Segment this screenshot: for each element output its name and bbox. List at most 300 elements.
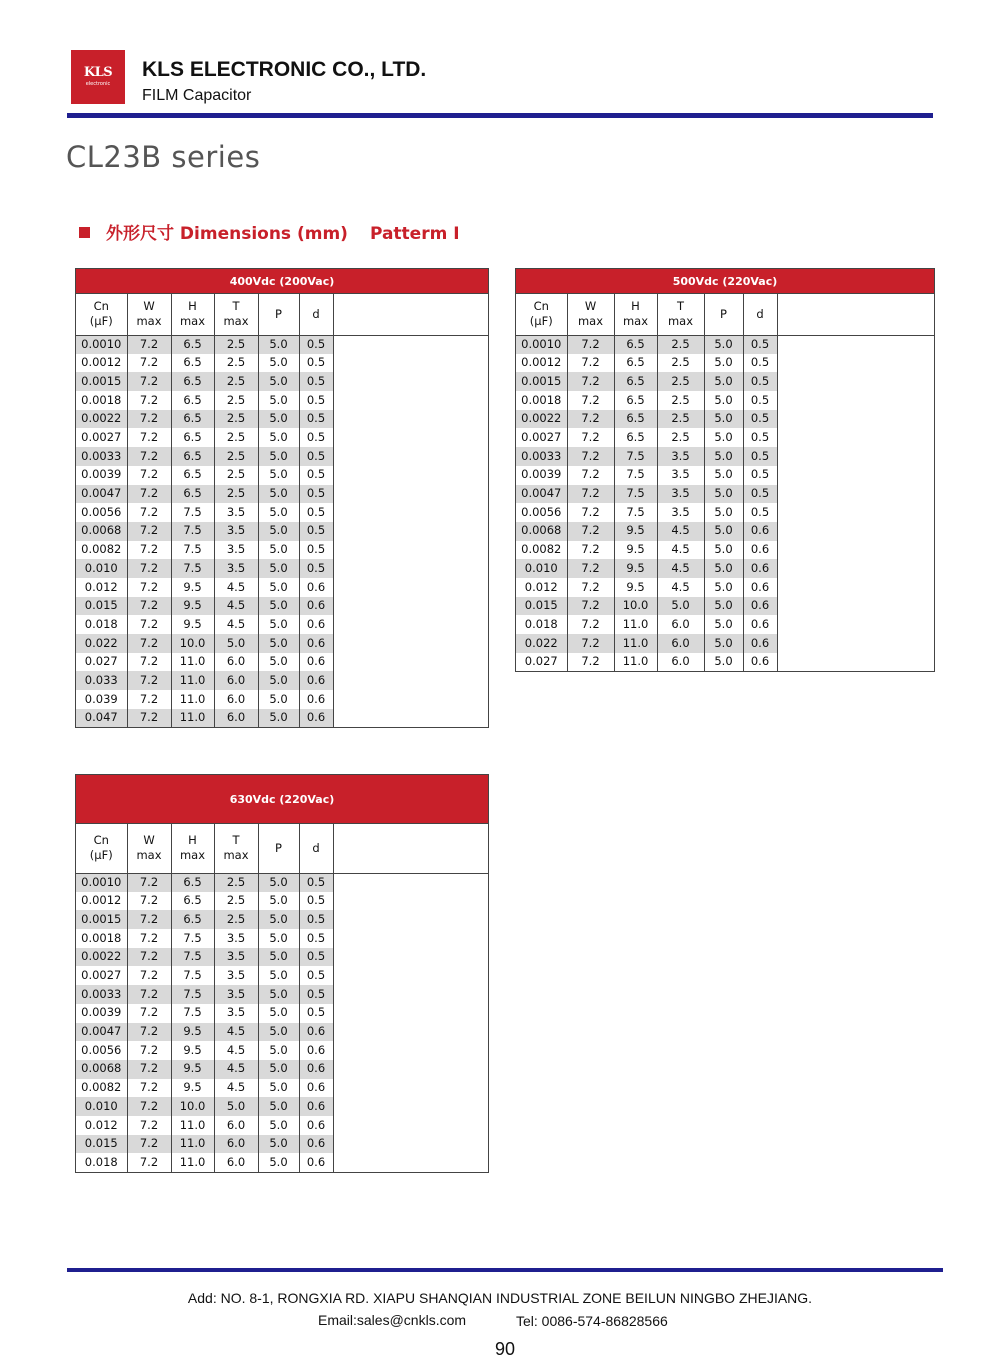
column-header-h-line: max (179, 848, 206, 863)
column-header-h-line: H (188, 299, 197, 314)
cell-cn: 0.033 (76, 671, 127, 690)
dimension-table-500vdc (515, 268, 935, 672)
cell-d: 0.6 (743, 578, 777, 597)
cell-t: 3.5 (214, 966, 258, 985)
cell-p: 5.0 (704, 485, 743, 504)
dimension-table-400vdc (75, 268, 489, 728)
cell-t: 3.5 (214, 985, 258, 1004)
cell-cn: 0.0068 (76, 1060, 127, 1079)
column-header-w (127, 294, 171, 335)
cell-h: 11.0 (171, 1135, 214, 1154)
cell-p: 5.0 (258, 709, 299, 728)
column-header-t-line: T (232, 299, 240, 314)
cell-t: 6.0 (214, 1135, 258, 1154)
cell-p: 5.0 (258, 503, 299, 522)
column-header-w (567, 294, 614, 335)
cell-t: 2.5 (657, 428, 704, 447)
cell-t: 3.5 (214, 929, 258, 948)
cell-w: 7.2 (567, 466, 614, 485)
cell-d: 0.6 (743, 653, 777, 672)
table-row (76, 1023, 488, 1042)
cell-h: 7.5 (171, 985, 214, 1004)
cell-t: 2.5 (214, 372, 258, 391)
cell-p: 5.0 (258, 466, 299, 485)
cell-d: 0.5 (743, 428, 777, 447)
cell-t: 2.5 (657, 354, 704, 373)
cell-cn: 0.012 (76, 1116, 127, 1135)
cell-h: 9.5 (614, 541, 657, 560)
column-header-w-line: max (136, 848, 162, 863)
cell-h: 6.5 (171, 372, 214, 391)
cell-h: 6.5 (614, 428, 657, 447)
cell-w: 7.2 (127, 428, 171, 447)
cell-cn: 0.018 (76, 1153, 127, 1172)
cell-d: 0.5 (743, 503, 777, 522)
cell-p: 5.0 (258, 428, 299, 447)
cell-d: 0.5 (743, 335, 777, 354)
column-header-t-line: max (223, 314, 249, 329)
table-row (76, 597, 488, 616)
cell-p: 5.0 (704, 578, 743, 597)
cell-h: 11.0 (171, 1153, 214, 1172)
column-header-row (76, 824, 488, 873)
cell-t: 2.5 (214, 428, 258, 447)
cell-p: 5.0 (258, 873, 299, 892)
cell-w: 7.2 (127, 910, 171, 929)
cell-t: 2.5 (214, 910, 258, 929)
cell-h: 9.5 (171, 1041, 214, 1060)
table-row (76, 410, 488, 429)
table-title: 400Vdc (200Vac) (76, 269, 488, 294)
cell-t: 2.5 (657, 372, 704, 391)
cell-w: 7.2 (567, 634, 614, 653)
cell-cn: 0.0082 (76, 541, 127, 560)
cell-p: 5.0 (704, 410, 743, 429)
cell-t: 4.5 (657, 559, 704, 578)
table-row (516, 559, 934, 578)
cell-p: 5.0 (258, 391, 299, 410)
cell-h: 6.5 (614, 391, 657, 410)
cell-w: 7.2 (127, 410, 171, 429)
table-row (516, 634, 934, 653)
table-row (76, 1135, 488, 1154)
cell-w: 7.2 (127, 1023, 171, 1042)
footer-address: Add: NO. 8-1, RONGXIA RD. XIAPU SHANQIAN INDUSTRIAL ZONE BEILUN NINGBO ZHEJIANG. (187, 1290, 813, 1306)
table-row (76, 709, 488, 728)
column-header-cn (76, 294, 127, 335)
cell-h: 6.5 (171, 466, 214, 485)
cell-p: 5.0 (258, 1097, 299, 1116)
column-header-t (214, 294, 258, 335)
cell-w: 7.2 (127, 709, 171, 728)
cell-t: 3.5 (657, 485, 704, 504)
column-header-d-line: d (756, 306, 764, 321)
cell-t: 2.5 (214, 447, 258, 466)
table-row (516, 522, 934, 541)
dimension-table-630vdc (75, 774, 489, 1173)
table-row (76, 690, 488, 709)
cell-d: 0.6 (299, 1097, 333, 1116)
table-row (516, 578, 934, 597)
cell-d: 0.6 (299, 634, 333, 653)
cell-p: 5.0 (258, 522, 299, 541)
cell-p: 5.0 (704, 615, 743, 634)
cell-cn: 0.0033 (76, 985, 127, 1004)
cell-p: 5.0 (258, 1079, 299, 1098)
cell-h: 6.5 (614, 335, 657, 354)
company-logo (71, 50, 125, 104)
cell-w: 7.2 (127, 503, 171, 522)
cell-w: 7.2 (127, 466, 171, 485)
section-label-cn: 外形尺寸 (106, 224, 174, 244)
table-row (76, 1153, 488, 1172)
cell-d: 0.5 (299, 410, 333, 429)
cell-w: 7.2 (127, 690, 171, 709)
cell-cn: 0.0015 (76, 910, 127, 929)
cell-cn: 0.0056 (76, 503, 127, 522)
cell-t: 2.5 (657, 410, 704, 429)
column-header-row (516, 294, 934, 335)
cell-d: 0.5 (743, 485, 777, 504)
cell-d: 0.6 (299, 578, 333, 597)
cell-cn: 0.0047 (76, 485, 127, 504)
table-row (76, 428, 488, 447)
cell-d: 0.6 (299, 1079, 333, 1098)
column-header-w-line: max (136, 314, 162, 329)
section-heading (79, 219, 460, 244)
cell-w: 7.2 (127, 966, 171, 985)
cell-cn: 0.0018 (516, 391, 567, 410)
table-row (516, 354, 934, 373)
cell-t: 4.5 (214, 615, 258, 634)
cell-h: 9.5 (171, 597, 214, 616)
cell-p: 5.0 (704, 447, 743, 466)
cell-h: 6.5 (171, 428, 214, 447)
cell-p: 5.0 (258, 948, 299, 967)
column-header-row (76, 294, 488, 335)
table-row (76, 559, 488, 578)
cell-t: 3.5 (214, 541, 258, 560)
cell-t: 2.5 (214, 485, 258, 504)
cell-h: 7.5 (171, 1004, 214, 1023)
cell-cn: 0.0010 (516, 335, 567, 354)
table-row (76, 873, 488, 892)
cell-p: 5.0 (258, 1041, 299, 1060)
cell-w: 7.2 (567, 615, 614, 634)
cell-d: 0.5 (299, 1004, 333, 1023)
cell-w: 7.2 (127, 354, 171, 373)
page-title: CL23B series (66, 140, 261, 174)
cell-h: 10.0 (614, 597, 657, 616)
cell-t: 4.5 (214, 578, 258, 597)
table-row (76, 372, 488, 391)
column-header-cn-line: (μF) (529, 314, 553, 329)
cell-cn: 0.0015 (76, 372, 127, 391)
cell-t: 4.5 (657, 578, 704, 597)
cell-d: 0.5 (299, 485, 333, 504)
cell-t: 2.5 (214, 873, 258, 892)
table-row (516, 503, 934, 522)
footer-divider (67, 1268, 943, 1272)
cell-t: 2.5 (214, 354, 258, 373)
cell-w: 7.2 (127, 578, 171, 597)
column-header-p-line: P (720, 306, 727, 321)
column-header-d (743, 294, 777, 335)
cell-h: 6.5 (614, 354, 657, 373)
cell-cn: 0.0012 (76, 892, 127, 911)
cell-cn: 0.0056 (516, 503, 567, 522)
cell-cn: 0.012 (516, 578, 567, 597)
cell-p: 5.0 (258, 447, 299, 466)
cell-h: 11.0 (614, 615, 657, 634)
cell-d: 0.5 (299, 354, 333, 373)
cell-w: 7.2 (567, 335, 614, 354)
table-row (516, 541, 934, 560)
table-row (516, 335, 934, 354)
cell-p: 5.0 (704, 391, 743, 410)
column-header-t-line: max (223, 848, 249, 863)
cell-p: 5.0 (258, 1060, 299, 1079)
cell-h: 6.5 (171, 485, 214, 504)
cell-p: 5.0 (258, 485, 299, 504)
cell-h: 7.5 (171, 966, 214, 985)
section-pattern: Patterm Ⅰ (369, 224, 460, 244)
cell-t: 3.5 (214, 1004, 258, 1023)
cell-d: 0.5 (743, 391, 777, 410)
cell-t: 2.5 (214, 335, 258, 354)
cell-p: 5.0 (704, 335, 743, 354)
cell-p: 5.0 (258, 578, 299, 597)
cell-p: 5.0 (258, 910, 299, 929)
cell-d: 0.5 (299, 966, 333, 985)
table-row (76, 892, 488, 911)
cell-d: 0.6 (299, 1023, 333, 1042)
cell-cn: 0.0022 (516, 410, 567, 429)
cell-w: 7.2 (127, 335, 171, 354)
cell-d: 0.6 (299, 1153, 333, 1172)
table-row (76, 1041, 488, 1060)
cell-w: 7.2 (127, 1153, 171, 1172)
table-row (76, 985, 488, 1004)
cell-cn: 0.022 (516, 634, 567, 653)
cell-cn: 0.012 (76, 578, 127, 597)
cell-t: 3.5 (657, 503, 704, 522)
cell-w: 7.2 (567, 597, 614, 616)
cell-h: 11.0 (614, 634, 657, 653)
cell-p: 5.0 (258, 541, 299, 560)
cell-h: 11.0 (171, 709, 214, 728)
table-row (76, 671, 488, 690)
cell-t: 6.0 (214, 1153, 258, 1172)
cell-d: 0.5 (743, 354, 777, 373)
column-header-h (614, 294, 657, 335)
table-title: 630Vdc (220Vac) (76, 775, 488, 824)
table-row (516, 391, 934, 410)
cell-p: 5.0 (704, 634, 743, 653)
table-row (76, 653, 488, 672)
table-row (516, 615, 934, 634)
cell-d: 0.5 (299, 985, 333, 1004)
cell-h: 7.5 (171, 503, 214, 522)
table-row (76, 503, 488, 522)
cell-h: 11.0 (171, 671, 214, 690)
cell-p: 5.0 (704, 522, 743, 541)
cell-w: 7.2 (127, 671, 171, 690)
cell-t: 3.5 (657, 466, 704, 485)
table-row (76, 1116, 488, 1135)
cell-cn: 0.0018 (76, 391, 127, 410)
cell-cn: 0.015 (76, 597, 127, 616)
cell-t: 6.0 (214, 653, 258, 672)
cell-p: 5.0 (258, 615, 299, 634)
cell-w: 7.2 (567, 447, 614, 466)
cell-d: 0.6 (299, 690, 333, 709)
cell-p: 5.0 (704, 541, 743, 560)
column-header-d (299, 824, 333, 873)
cell-p: 5.0 (704, 354, 743, 373)
cell-p: 5.0 (258, 597, 299, 616)
table-row (516, 447, 934, 466)
cell-h: 6.5 (171, 354, 214, 373)
cell-t: 3.5 (214, 503, 258, 522)
cell-t: 4.5 (657, 541, 704, 560)
cell-cn: 0.0047 (516, 485, 567, 504)
cell-h: 7.5 (614, 485, 657, 504)
column-header-cn-line: (μF) (89, 314, 113, 329)
table-row (76, 910, 488, 929)
cell-p: 5.0 (258, 985, 299, 1004)
cell-d: 0.5 (299, 372, 333, 391)
cell-d: 0.6 (299, 671, 333, 690)
cell-cn: 0.0056 (76, 1041, 127, 1060)
table-row (76, 1079, 488, 1098)
cell-d: 0.5 (299, 559, 333, 578)
cell-w: 7.2 (127, 447, 171, 466)
column-header-d (299, 294, 333, 335)
cell-cn: 0.015 (76, 1135, 127, 1154)
column-header-w (127, 824, 171, 873)
cell-t: 5.0 (214, 1097, 258, 1116)
cell-w: 7.2 (127, 1135, 171, 1154)
cell-cn: 0.010 (76, 559, 127, 578)
cell-cn: 0.047 (76, 709, 127, 728)
cell-w: 7.2 (127, 1116, 171, 1135)
cell-d: 0.6 (299, 1116, 333, 1135)
cell-h: 6.5 (171, 335, 214, 354)
cell-p: 5.0 (258, 335, 299, 354)
column-header-h-line: H (188, 833, 197, 848)
cell-t: 2.5 (214, 410, 258, 429)
cell-h: 7.5 (171, 522, 214, 541)
table-row (516, 466, 934, 485)
cell-h: 7.5 (614, 503, 657, 522)
cell-w: 7.2 (127, 1060, 171, 1079)
cell-p: 5.0 (258, 929, 299, 948)
cell-d: 0.6 (743, 615, 777, 634)
cell-cn: 0.0027 (76, 428, 127, 447)
cell-d: 0.6 (299, 1041, 333, 1060)
cell-cn: 0.0027 (76, 966, 127, 985)
cell-t: 6.0 (657, 653, 704, 672)
cell-cn: 0.027 (516, 653, 567, 672)
cell-w: 7.2 (127, 559, 171, 578)
cell-t: 6.0 (214, 1116, 258, 1135)
cell-cn: 0.022 (76, 634, 127, 653)
table-row (76, 485, 488, 504)
cell-d: 0.5 (299, 447, 333, 466)
table-row (76, 522, 488, 541)
cell-w: 7.2 (127, 391, 171, 410)
table-row (516, 597, 934, 616)
cell-h: 6.5 (171, 873, 214, 892)
cell-t: 5.0 (657, 597, 704, 616)
column-header-t-line: T (232, 833, 240, 848)
cell-h: 9.5 (614, 559, 657, 578)
cell-d: 0.5 (299, 428, 333, 447)
cell-h: 10.0 (171, 1097, 214, 1116)
cell-d: 0.5 (299, 892, 333, 911)
cell-cn: 0.0033 (76, 447, 127, 466)
cell-d: 0.5 (299, 503, 333, 522)
cell-cn: 0.039 (76, 690, 127, 709)
cell-w: 7.2 (567, 578, 614, 597)
table-row (76, 1004, 488, 1023)
cell-w: 7.2 (567, 372, 614, 391)
column-header-h (171, 294, 214, 335)
column-header-h-line: H (631, 299, 640, 314)
cell-h: 6.5 (614, 372, 657, 391)
table-row (516, 410, 934, 429)
cell-cn: 0.0039 (516, 466, 567, 485)
cell-w: 7.2 (127, 1004, 171, 1023)
table-row (76, 1060, 488, 1079)
cell-h: 7.5 (614, 447, 657, 466)
cell-w: 7.2 (567, 428, 614, 447)
cell-d: 0.6 (743, 597, 777, 616)
cell-h: 10.0 (171, 634, 214, 653)
cell-d: 0.6 (299, 1135, 333, 1154)
cell-w: 7.2 (127, 372, 171, 391)
cell-d: 0.6 (743, 522, 777, 541)
column-header-h (171, 824, 214, 873)
cell-h: 9.5 (171, 1060, 214, 1079)
column-header-t-line: T (676, 299, 685, 314)
cell-t: 5.0 (214, 634, 258, 653)
cell-w: 7.2 (127, 653, 171, 672)
cell-h: 6.5 (614, 410, 657, 429)
cell-cn: 0.010 (76, 1097, 127, 1116)
cell-d: 0.5 (743, 372, 777, 391)
cell-p: 5.0 (704, 597, 743, 616)
cell-w: 7.2 (127, 1079, 171, 1098)
column-header-d-line: d (312, 306, 320, 321)
cell-p: 5.0 (258, 1135, 299, 1154)
table-row (76, 634, 488, 653)
column-header-cn (516, 294, 567, 335)
logo-subtext: electronic (85, 81, 111, 87)
cell-h: 9.5 (171, 578, 214, 597)
cell-h: 7.5 (171, 948, 214, 967)
cell-p: 5.0 (704, 559, 743, 578)
cell-d: 0.5 (299, 873, 333, 892)
table-row (76, 948, 488, 967)
column-header-t-line: max (667, 314, 694, 329)
cell-t: 6.0 (214, 690, 258, 709)
cell-t: 4.5 (214, 1079, 258, 1098)
column-header-p-line: P (275, 306, 282, 321)
cell-t: 6.0 (657, 634, 704, 653)
cell-cn: 0.0039 (76, 1004, 127, 1023)
